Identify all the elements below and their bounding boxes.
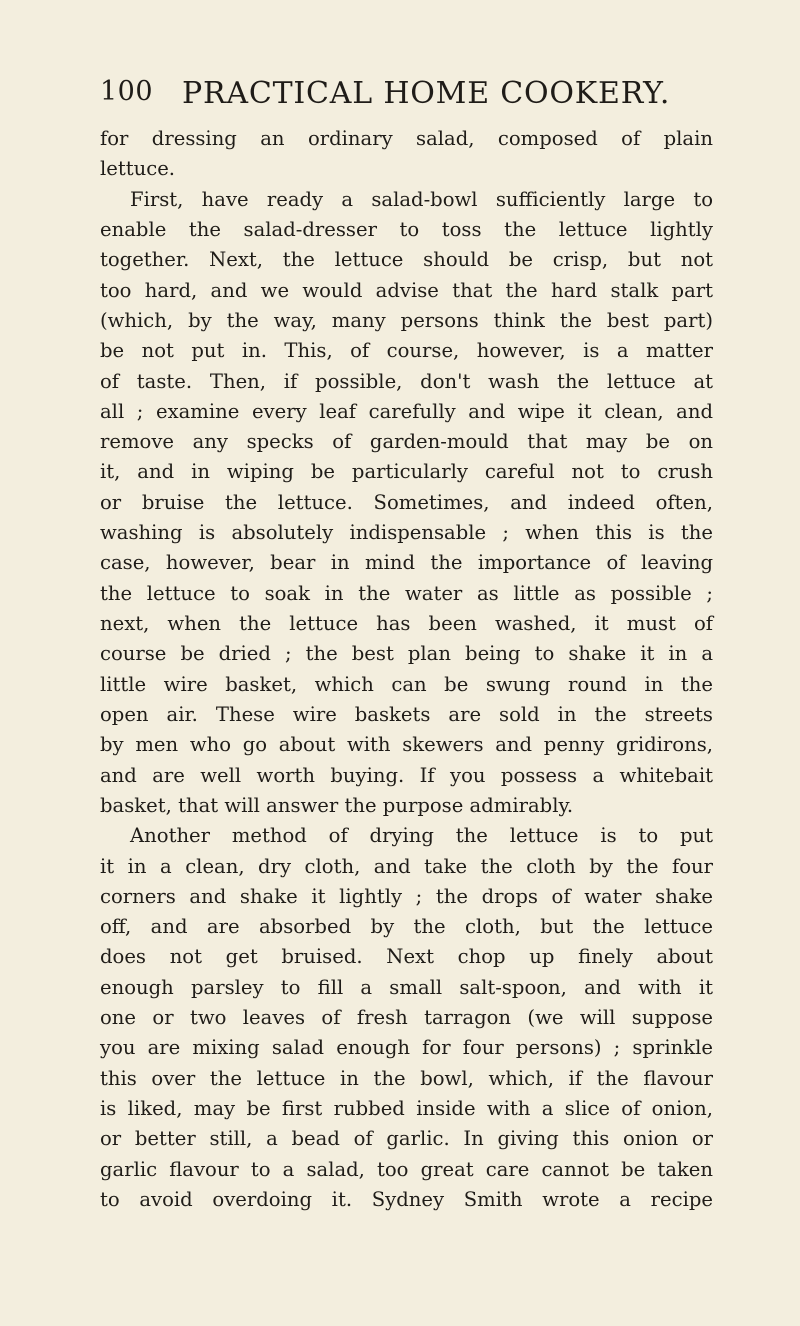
text-line: for dressing an ordinary salad, composed of plain <box>100 127 713 150</box>
page-header <box>100 76 710 116</box>
text-line: little wire basket, which can be swung round in the <box>100 672 713 696</box>
text-line: does not get bruised. Next chop up finely about <box>100 945 713 969</box>
text-line: case, however, bear in mind the importance of leaving <box>100 551 713 575</box>
text-line: be not put in. This, of course, however, is a matter <box>100 339 713 363</box>
text-line: the lettuce to soak in the water as little as possible ; <box>100 581 713 605</box>
text-line: enable the salad-dresser to toss the lettuce lightly <box>100 217 713 241</box>
text-line: (which, by the way, many persons think the best part) <box>100 308 713 332</box>
text-line: this over the lettuce in the bowl, which, if the flavour <box>100 1066 713 1090</box>
text-line: lettuce. <box>100 157 176 181</box>
text-line: or better still, a bead of garlic. In giving this onion or <box>100 1127 713 1151</box>
text-line: washing is absolutely indispensable ; when this is the <box>100 521 713 545</box>
text-line: one or two leaves of fresh tarragon (we will suppose <box>100 1006 713 1030</box>
text-line: too hard, and we would advise that the hard stalk part <box>100 278 713 302</box>
text-line: corners and shake it lightly ; the drops of water shake <box>100 884 713 908</box>
text-line: together. Next, the lettuce should be crisp, but not <box>100 248 713 272</box>
text-line: to avoid overdoing it. Sydney Smith wrote a recipe <box>100 1187 713 1211</box>
text-line: by men who go about with skewers and penny gridirons, <box>100 733 713 757</box>
text-line: remove any specks of garden-mould that may be on <box>100 430 713 454</box>
text-line: garlic flavour to a salad, too great care cannot be taken <box>100 1157 713 1181</box>
text-line: it in a clean, dry cloth, and take the cloth by the four <box>100 854 713 878</box>
text-line: is liked, may be first rubbed inside with a slice of onion, <box>100 1097 713 1120</box>
running-head: PRACTICAL HOME COOKERY. <box>182 76 671 111</box>
page-number: 100 <box>100 76 154 107</box>
text-line: First, have ready a salad-bowl sufficiently large to <box>130 187 713 211</box>
text-line: of taste. Then, if possible, don't wash the lettuce at <box>100 369 713 393</box>
text-line: all ; examine every leaf carefully and wipe it clean, and <box>100 399 713 423</box>
text-line: course be dried ; the best plan being to shake it in a <box>100 642 713 666</box>
text-line: open air. These wire baskets are sold in the streets <box>100 702 713 726</box>
text-line: next, when the lettuce has been washed, it must of <box>100 612 713 635</box>
text-line: you are mixing salad enough for four persons) ; sprinkle <box>100 1036 713 1060</box>
text-line: off, and are absorbed by the cloth, but the lettuce <box>100 915 713 939</box>
text-line: Another method of drying the lettuce is to put <box>130 824 713 848</box>
text-line: basket, that will answer the purpose admirably. <box>100 793 574 817</box>
text-line: it, and in wiping be particularly careful not to crush <box>100 460 713 484</box>
text-line: or bruise the lettuce. Sometimes, and indeed often, <box>100 490 713 514</box>
text-line: enough parsley to fill a small salt-spoon, and with it <box>100 975 713 999</box>
body-text <box>100 124 713 1215</box>
text-line: and are well worth buying. If you possess a whitebait <box>100 763 713 787</box>
